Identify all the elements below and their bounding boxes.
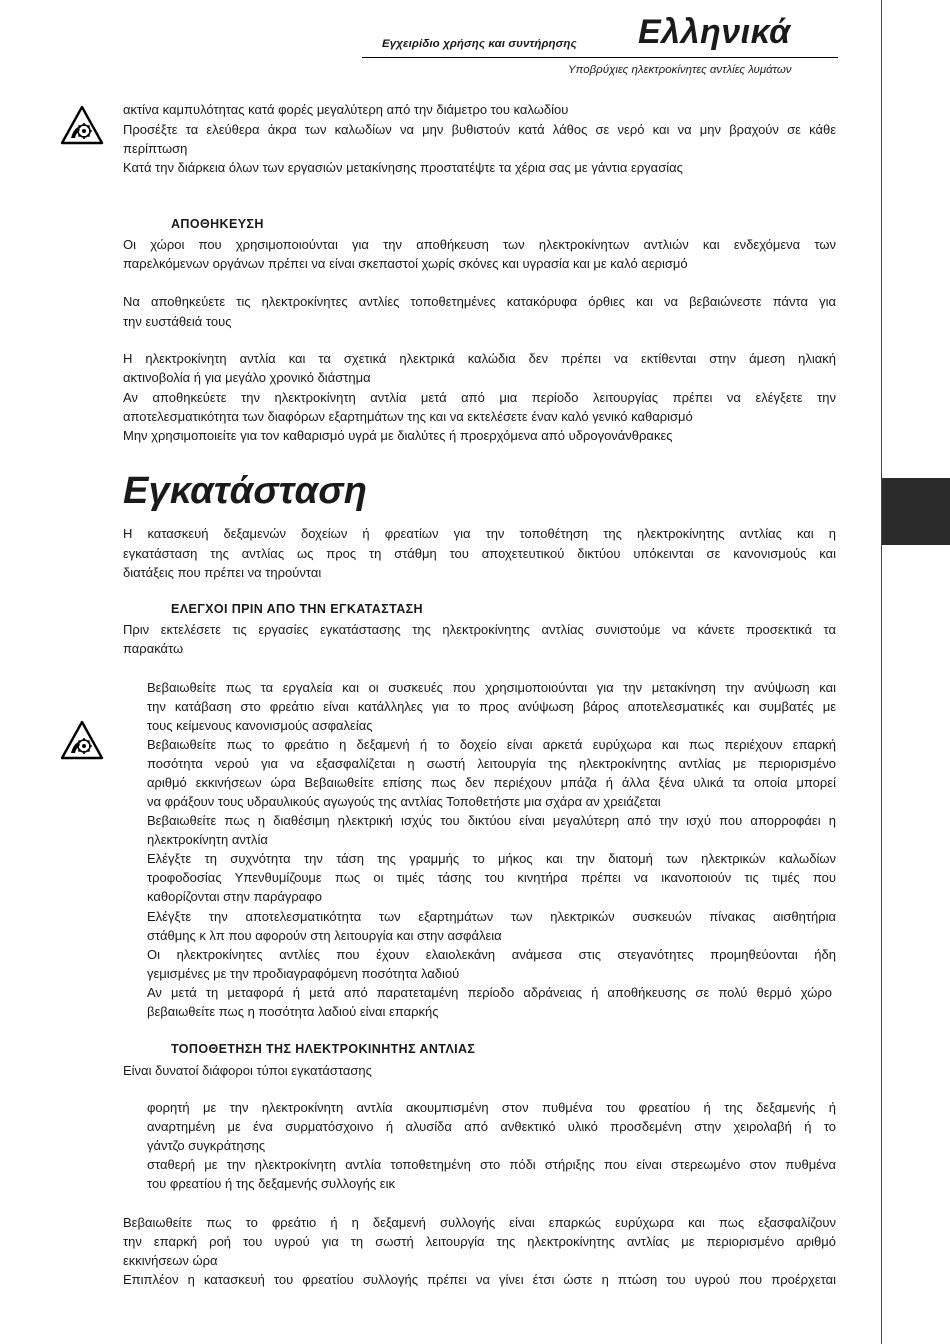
check-line-5: ποσότητα νερού για να εξασφαλίζεται η σωστή λειτουργία της ηλεκτροκίνητης αντλίας με περιορισμένο <box>147 756 836 771</box>
closing-line-4: Επιπλέον η κατασκευή του φρεατίου συλλογής πρέπει να γίνει έτσι ώστε η πτώση του υγρού που προέρχεται <box>123 1272 836 1287</box>
checks-heading: ΕΛΕΓΧΟΙ ΠΡΙΝ ΑΠΟ ΤΗΝ ΕΓΚΑΤΑΣΤΑΣΗ <box>171 602 423 616</box>
product-line: Υποβρύχιες ηλεκτροκίνητες αντλίες λυμάτων <box>568 64 792 76</box>
gear-hand-warning-icon <box>60 105 104 145</box>
closing-line-1: Βεβαιωθείτε πως το φρεάτιο ή η δεξαμενή συλλογής είναι επαρκώς ευρύχωρα και πως εξασφαλίζουν <box>123 1215 836 1230</box>
placement-heading: ΤΟΠΟΘΕΤΗΣΗ ΤΗΣ ΗΛΕΚΤΡΟΚΙΝΗΤΗΣ ΑΝΤΛΙΑΣ <box>171 1042 476 1056</box>
check-line-3: τους κείμενους κανονισμούς ασφαλείας <box>147 718 373 733</box>
storage-line-4: την ευστάθειά τους <box>123 314 232 329</box>
closing-line-3: εκκινήσεων ώρα <box>123 1253 218 1268</box>
placement-line-2: αναρτημένη με ένα συρματόσχοινο ή αλυσίδα από ανθεκτικό υλικό προσδεμένη στην χειρολαβή ή το <box>147 1119 836 1134</box>
check-line-14: στάθμης κ λπ που αφορούν στη λειτουργία και στην ασφάλεια <box>147 928 502 943</box>
checks-intro-1: Πριν εκτελέσετε τις εργασίες εγκατάστασης της ηλεκτροκίνητης αντλίας συνιστούμε να κάνετε προσεκτικά τα <box>123 622 836 637</box>
side-rule <box>881 0 882 1344</box>
check-line-9: ηλεκτροκίνητη αντλία <box>147 832 268 847</box>
language-title: Ελληνικά <box>638 13 791 51</box>
intro-line-2: Προσέξτε τα ελεύθερα άκρα των καλωδίων να μην βυθιστούν κατά λάθος σε νερό και να μην βραχούν σε κάθε <box>123 122 836 137</box>
check-line-1: Βεβαιωθείτε πως τα εργαλεία και οι συσκευές που χρησιμοποιούνται για την μετακίνηση την ανύψωση και <box>147 680 836 695</box>
section-tab-marker <box>882 478 950 545</box>
storage-line-3: Να αποθηκεύετε τις ηλεκτροκίνητες αντλίες τοποθετημένες κατακόρυφα όρθιες και να βεβαιώνεστε πάντα για <box>123 294 836 309</box>
checks-intro-2: παρακάτω <box>123 641 184 656</box>
check-line-7: να φράξουν τους υδραυλικούς αγωγούς της αντλίας Τοποθετήστε μια σχάρα αν χρειάζεται <box>147 794 661 809</box>
storage-line-2: παρελκόμενων οργάνων πρέπει να είναι σκεπαστοί χωρίς σκόνες και υγρασία και με καλό αερισμό <box>123 256 688 271</box>
intro-line-1: ακτίνα καμπυλότητας κατά φορές μεγαλύτερη από την διάμετρο του καλωδίου <box>123 102 569 117</box>
placement-line-5: του φρεατίου ή της δεξαμενής συλλογής εικ <box>147 1176 395 1191</box>
storage-line-1: Οι χώροι που χρησιμοποιούνται για την αποθήκευση των ηλεκτροκίνητων αντλιών και ενδεχόμενα των <box>123 237 836 252</box>
storage-line-7: Αν αποθηκεύετε την ηλεκτροκίνητη αντλία μετά από μια περίοδο λειτουργίας πρέπει να ελέγξετε την <box>123 390 836 405</box>
check-line-11: τροφοδοσίας Υπενθυμίζουμε πως οι τιμές τάσης του κινητήρα πρέπει να ικανοποιούν τις τιμές που <box>147 870 836 885</box>
check-line-6: αριθμό εκκινήσεων ώρα Βεβαιωθείτε επίσης πως δεν περιέχουν μπάζα ή άλλα ξένα υλικά τα οποία μπορεί <box>147 775 836 790</box>
install-intro-1: Η κατασκευή δεξαμενών δοχείων ή φρεατίων για την τοποθέτηση της ηλεκτροκίνητης αντλίας και η <box>123 526 836 541</box>
header-rule <box>362 57 838 58</box>
closing-line-2: την επαρκή ροή του υγρού για τη σωστή λειτουργία της ηλεκτροκίνητης αντλίας με περιορισμένο αριθμό <box>123 1234 836 1249</box>
placement-line-3: γάντζο συγκράτησης <box>147 1138 266 1153</box>
gear-hand-warning-icon <box>60 720 104 760</box>
storage-line-6: ακτινοβολία ή για μεγάλο χρονικό διάστημα <box>123 370 371 385</box>
check-line-8: Βεβαιωθείτε πως η διαθέσιμη ηλεκτρική ισχύς του δικτύου είναι μεγαλύτερη από την ισχύ που απορροφάει η <box>147 813 836 828</box>
intro-line-3: περίπτωση <box>123 141 188 156</box>
check-line-16: γεμισμένες με την προδιαγραφόμενη ποσότητα λαδιού <box>147 966 460 981</box>
check-line-12: καθορίζονται στην παράγραφο <box>147 889 322 904</box>
check-line-15: Οι ηλεκτροκίνητες αντλίες που έχουν ελαιολεκάνη ανάμεσα στις στεγανότητες προμηθεύονται ήδη <box>147 947 836 962</box>
check-line-17: Αν μετά τη μεταφορά ή μετά από παρατεταμένη περίοδο αδράνειας ή αποθήκευσης σε πολύ θερμό χώρο <box>147 985 832 1000</box>
check-line-4: Βεβαιωθείτε πως το φρεάτιο η δεξαμενή ή το δοχείο είναι αρκετά ευρύχωρα και πως περιέχουν επαρκή <box>147 737 836 752</box>
install-intro-2: εγκατάσταση της αντλίας ως προς τη στάθμη του αποχετευτικού δικτύου υπόκεινται σε κανονισμούς και <box>123 546 836 561</box>
storage-line-5: Η ηλεκτροκίνητη αντλία και τα σχετικά ηλεκτρικά καλώδια δεν πρέπει να εκτίθενται στην άμεση ηλιακή <box>123 351 836 366</box>
check-line-2: την κατάβαση στο φρεάτιο είναι κατάλληλες για το προς ανύψωση βάρος αποτελεσματικές και συμβατές με <box>147 699 836 714</box>
storage-heading: ΑΠΟΘΗΚΕΥΣΗ <box>171 217 264 231</box>
check-line-18: βεβαιωθείτε πως η ποσότητα λαδιού είναι επαρκής <box>147 1004 439 1019</box>
section-title: Εγκατάσταση <box>123 470 368 512</box>
storage-line-8: αποτελεσματικότητα των διαφόρων εξαρτημάτων της και να εκτελέσετε έναν καλό γενικό καθαρισμό <box>123 409 693 424</box>
placement-line-1: φορητή με την ηλεκτροκίνητη αντλία ακουμπισμένη στον πυθμένα του φρεατίου ή της δεξαμενής ή <box>147 1100 836 1115</box>
check-line-10: Ελέγξτε τη συχνότητα την τάση της γραμμής το μήκος και την διατομή των ηλεκτρικών καλωδίων <box>147 851 836 866</box>
placement-intro: Είναι δυνατοί διάφοροι τύποι εγκατάστασης <box>123 1063 372 1078</box>
placement-line-4: σταθερή με την ηλεκτροκίνητη αντλία τοποθετημένη στο πόδι στήριξης που είναι στερεωμένο στον πυθμένα <box>147 1157 836 1172</box>
intro-line-4: Κατά την διάρκεια όλων των εργασιών μετακίνησης προστατέψτε τα χέρια σας με γάντια εργασίας <box>123 160 683 175</box>
check-line-13: Ελέγξτε την αποτελεσματικότητα των εξαρτημάτων των ηλεκτρικών συσκευών πίνακας αισθητήρια <box>147 909 836 924</box>
manual-label: Εγχειρίδιο χρήσης και συντήρησης <box>382 38 577 50</box>
install-intro-3: διατάξεις που πρέπει να τηρούνται <box>123 565 322 580</box>
storage-line-9: Μην χρησιμοποιείτε για τον καθαρισμό υγρά με διαλύτες ή προερχόμενα από υδρογονάνθρακες <box>123 428 673 443</box>
